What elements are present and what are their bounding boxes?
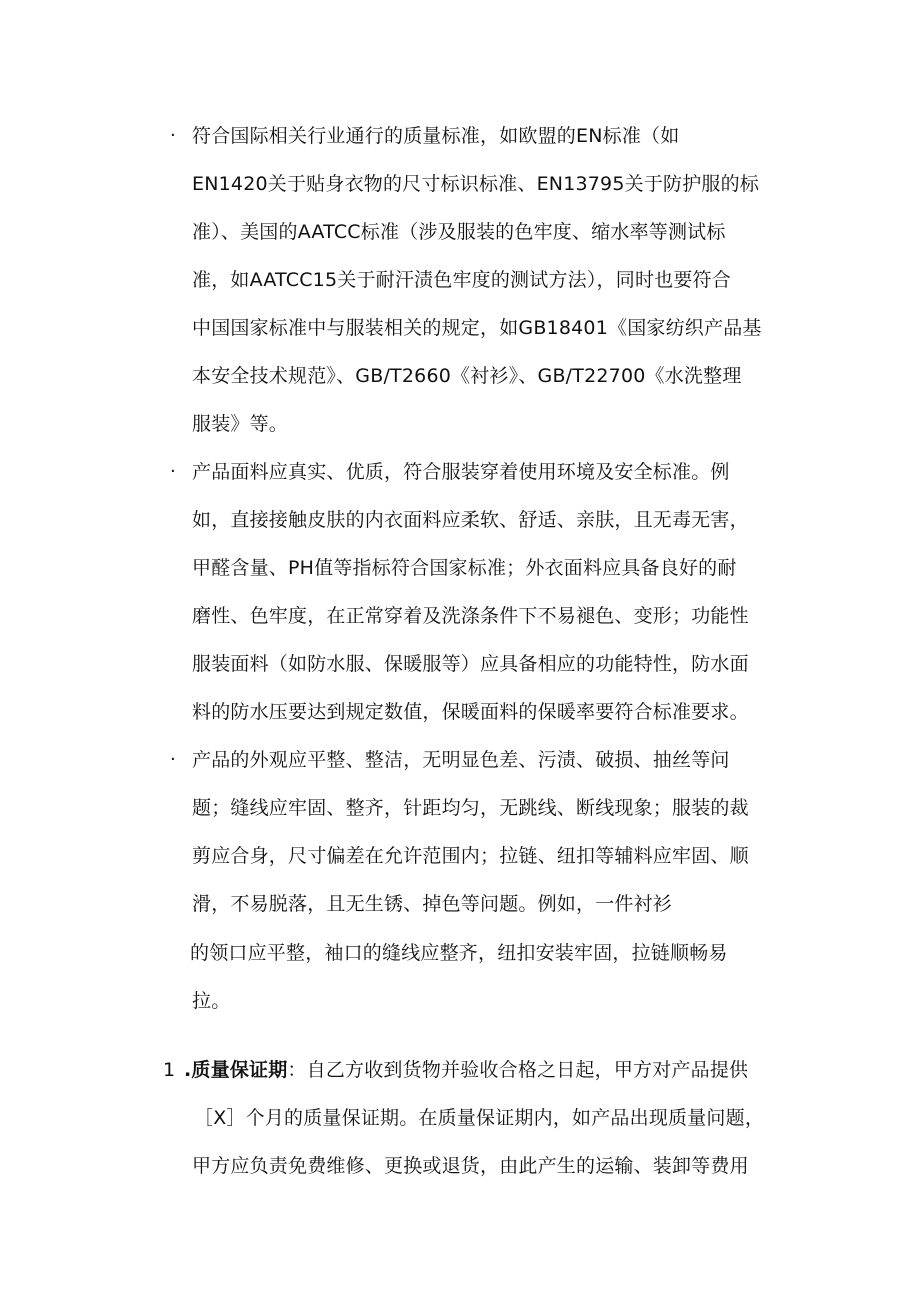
- paragraph-line: 题；缝线应牢固、整齐，针距均匀，无跳线、断线现象；服装的裁: [192, 797, 749, 819]
- paragraph-line: 本安全技术规范》、GB/T2660《衬衫》、GB/T22700《水洗整理: [192, 365, 742, 387]
- paragraph-line: 符合国际相关行业通行的质量标准，如欧盟的EN标准（如: [192, 125, 680, 147]
- bullet-dot-icon: ·: [170, 125, 176, 146]
- paragraph-line: 如，直接接触皮肤的内衣面料应柔软、舒适、亲肤，且无毒无害，: [192, 509, 749, 531]
- clause-number: 1: [163, 1059, 176, 1081]
- clause-first-line: [184, 1046, 748, 1094]
- bullet-dot-icon: ·: [170, 749, 176, 770]
- clause-title: .质量保证期: [184, 1059, 288, 1081]
- clause-colon: ：: [287, 1059, 307, 1081]
- paragraph-line: 磨性、色牢度，在正常穿着及洗涤条件下不易褪色、变形；功能性: [192, 605, 749, 627]
- paragraph-line: ［X］个月的质量保证期。在质量保证期内，如产品出现质量问题，: [194, 1107, 765, 1129]
- bullet-dot-icon: ·: [170, 461, 176, 482]
- paragraph-line: 甲醛含量、PH值等指标符合国家标准；外衣面料应具备良好的耐: [192, 557, 737, 579]
- paragraph-line: 料的防水压要达到规定数值，保暖面料的保暖率要符合标准要求。: [192, 701, 749, 723]
- paragraph-line: 甲方应负责免费维修、更换或退货，由此产生的运输、装卸等费用: [192, 1155, 749, 1177]
- paragraph-line: EN1420关于贴身衣物的尺寸标识标准、EN13795关于防护服的标: [192, 173, 760, 195]
- paragraph-line: 拉。: [192, 990, 231, 1012]
- paragraph-line: 中国国家标准中与服装相关的规定，如GB18401《国家纺织产品基: [192, 317, 762, 339]
- paragraph-line: 服装》等。: [192, 413, 289, 435]
- paragraph-line: 准）、美国的AATCC标准（涉及服装的色牢度、缩水率等测试标: [192, 221, 726, 243]
- clause-first-line-text: 自乙方收到货物并验收合格之日起，甲方对产品提供: [306, 1059, 749, 1081]
- paragraph-line: 的领口应平整，袖口的缝线应整齐，纽扣安装牢固，拉链顺畅易: [190, 942, 728, 964]
- paragraph-line: 剪应合身，尺寸偏差在允许范围内；拉链、纽扣等辅料应牢固、顺: [192, 845, 749, 867]
- paragraph-line: 准，如AATCC15关于耐汗渍色牢度的测试方法），同时也要符合: [192, 269, 731, 291]
- paragraph-line: 产品面料应真实、优质，符合服装穿着使用环境及安全标准。例: [192, 461, 730, 483]
- paragraph-line: 服装面料（如防水服、保暖服等）应具备相应的功能特性，防水面: [192, 653, 749, 675]
- paragraph-line: 滑，不易脱落，且无生锈、掉色等问题。例如，一件衬衫: [192, 893, 673, 915]
- paragraph-line: 产品的外观应平整、整洁，无明显色差、污渍、破损、抽丝等问: [192, 749, 730, 771]
